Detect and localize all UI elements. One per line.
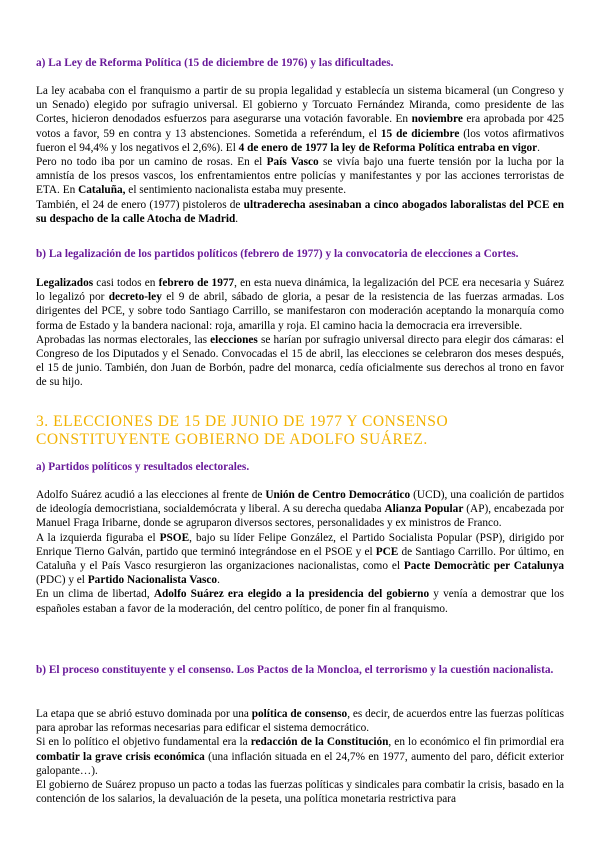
bold-text: Adolfo Suárez era elegido a la presidencia del gobierno (153, 588, 430, 601)
paragraph: Aprobadas las normas electorales, las elecciones se harían por sufragio universal directo para elegir dos cámaras: el Congreso de los Diputados y el Senado. Convocadas el 15 de abril, las elecciones se celebraron dos meses después, el 15 de junio. También, don Juan de Borbón, padre del monarca, cedía oficialmente sus derechos al trono en favor de su hijo. (36, 333, 564, 389)
paragraph: Pero no todo iba por un camino de rosas. En el País Vasco se vivía bajo una fuerte tensión por la lucha por la amnistía de los presos vascos, los enfrentamientos entre policías y manifestantes y por las acciones terroristas de ETA. En Cataluña, el sentimiento nacionalista estaba muy presente. (36, 156, 564, 197)
bold-text: Legalizados (36, 277, 94, 289)
bold-text: Unión de Centro Democrático (265, 489, 411, 501)
bold-text: noviembre (411, 113, 463, 126)
bold-text: decreto-ley (108, 291, 162, 304)
bold-text: Pacte Democràtic per Catalunya (403, 560, 564, 573)
chapter-heading: 3. ELECCIONES DE 15 DE JUNIO DE 1977 Y CONSENSO CONSTITUYENTE GOBIERNO DE ADOLFO SUÁREZ. (36, 413, 449, 448)
section-body-partidos (36, 488, 564, 616)
bold-text: Partido Nacionalista Vasco (87, 574, 218, 587)
section-heading-proceso-constituyente: b) El proceso constituyente y el consenso. Los Pactos de la Moncloa, el terrorismo y la cuestión nacionalista. (36, 664, 554, 676)
paragraph: En un clima de libertad, Adolfo Suárez era elegido a la presidencia del gobierno y venía a demostrar que los españoles estaban a favor de la moderación, del centro político, de poner fin al franquismo. (36, 588, 564, 615)
bold-text: febrero de 1977 (158, 277, 235, 289)
bold-text: ultraderecha asesinaban a cinco abogados laboralistas del PCE en su despacho de la calle Atocha de Madrid (36, 198, 564, 225)
paragraph: Legalizados casi todos en febrero de 1977, en esta nueva dinámica, la legalización del PCE era necesaria y Suárez lo legalizó por decreto-ley el 9 de abril, sábado de gloria, a pesar de la resistencia de las fuerzas armadas. Los dirigentes del PCE, y sobre todo Santiago Carrillo, se manifestaron con moderación aceptando la monarquía como forma de Estado y la bandera nacional: roja, amarilla y roja. El camino hacia la democracia era irreversible. (36, 277, 564, 332)
section-heading-legalizacion: b) La legalización de los partidos políticos (febrero de 1977) y la convocatoria de elecciones a Cortes. (36, 248, 519, 260)
section-heading-ley-reforma: a) La Ley de Reforma Política (15 de diciembre de 1976) y las dificultades. (36, 57, 394, 69)
bold-text: Cataluña, (78, 184, 126, 197)
section-body-ley-reforma (36, 84, 564, 226)
paragraph: La ley acababa con el franquismo a partir de su propia legalidad y establecía un sistema bicameral (un Congreso y un Senado) elegido por sufragio universal. El gobierno y Torcuato Fernández Miranda, como presidente de las Cortes, hicieron denodados esfuerzos para asegurarse una votación favorable. En noviembre era aprobada por 425 votos a favor, 59 en contra y 13 abstenciones. Sometida a referéndum, el 15 de diciembre (los votos afirmativos fueron el 94,4% y los negativos el 2,6%). El 4 de enero de 1977 la ley de Reforma Política entraba en vigor. (36, 85, 564, 154)
bold-text: Alianza Popular (384, 503, 464, 516)
paragraph: A la izquierda figuraba el PSOE, bajo su líder Felipe González, el Partido Socialista Popular (PSP), dirigido por Enrique Tierno Galván, partido que terminó integrándose en el PSOE y el PCE de Santiago Carrillo. Por último, en Cataluña y el País Vasco resurgieron las organizaciones nacionalistas, como el Pacte Democràtic per Catalunya (PDC) y el Partido Nacionalista Vasco. (36, 531, 564, 587)
section-heading-partidos: a) Partidos políticos y resultados electorales. (36, 461, 250, 473)
bold-text: redacción de la Constitución (250, 736, 389, 749)
bold-text: País Vasco (266, 156, 319, 169)
paragraph: También, el 24 de enero (1977) pistoleros de ultraderecha asesinaban a cinco abogados laboralistas del PCE en su despacho de la calle Atocha de Madrid. (36, 198, 564, 225)
paragraph: La etapa que se abrió estuvo dominada por una política de consenso, es decir, de acuerdos entre las fuerzas políticas para aprobar las reformas necesarias para edificar el sistema democrático. (36, 708, 564, 735)
bold-text: PSOE (159, 531, 190, 544)
section-body-proceso-constituyente (36, 707, 564, 806)
bold-text: política de consenso (251, 708, 348, 720)
paragraph: El gobierno de Suárez propuso un pacto a todas las fuerzas políticas y sindicales para combatir la crisis, basado en la contención de los salarios, la devaluación de la peseta, una política monetaria restrictiva para (36, 779, 564, 806)
paragraph: Si en lo político el objetivo fundamental era la redacción de la Constitución, en lo económico el fin primordial era combatir la grave crisis económica (una inflación situada en el 24,7% en 1977, aumento del paro, déficit exterior galopante…). (36, 736, 564, 777)
bold-text: elecciones (210, 333, 258, 346)
section-body-legalizacion (36, 276, 564, 390)
paragraph: Adolfo Suárez acudió a las elecciones al frente de Unión de Centro Democrático (UCD), una coalición de partidos de ideología democristiana, socialdemócrata y liberal. A su derecha quedaba Alianza Popular (AP), encabezada por Manuel Fraga Iribarne, donde se agruparon diversos sectores, personalidades y ex ministros de Franco. (36, 489, 564, 530)
bold-text: PCE (375, 545, 399, 558)
bold-text: 15 de diciembre (380, 127, 460, 140)
bold-text: combatir la grave crisis económica (36, 750, 205, 763)
bold-text: 4 de enero de 1977 la ley de Reforma Política entraba en vigor (238, 141, 538, 154)
